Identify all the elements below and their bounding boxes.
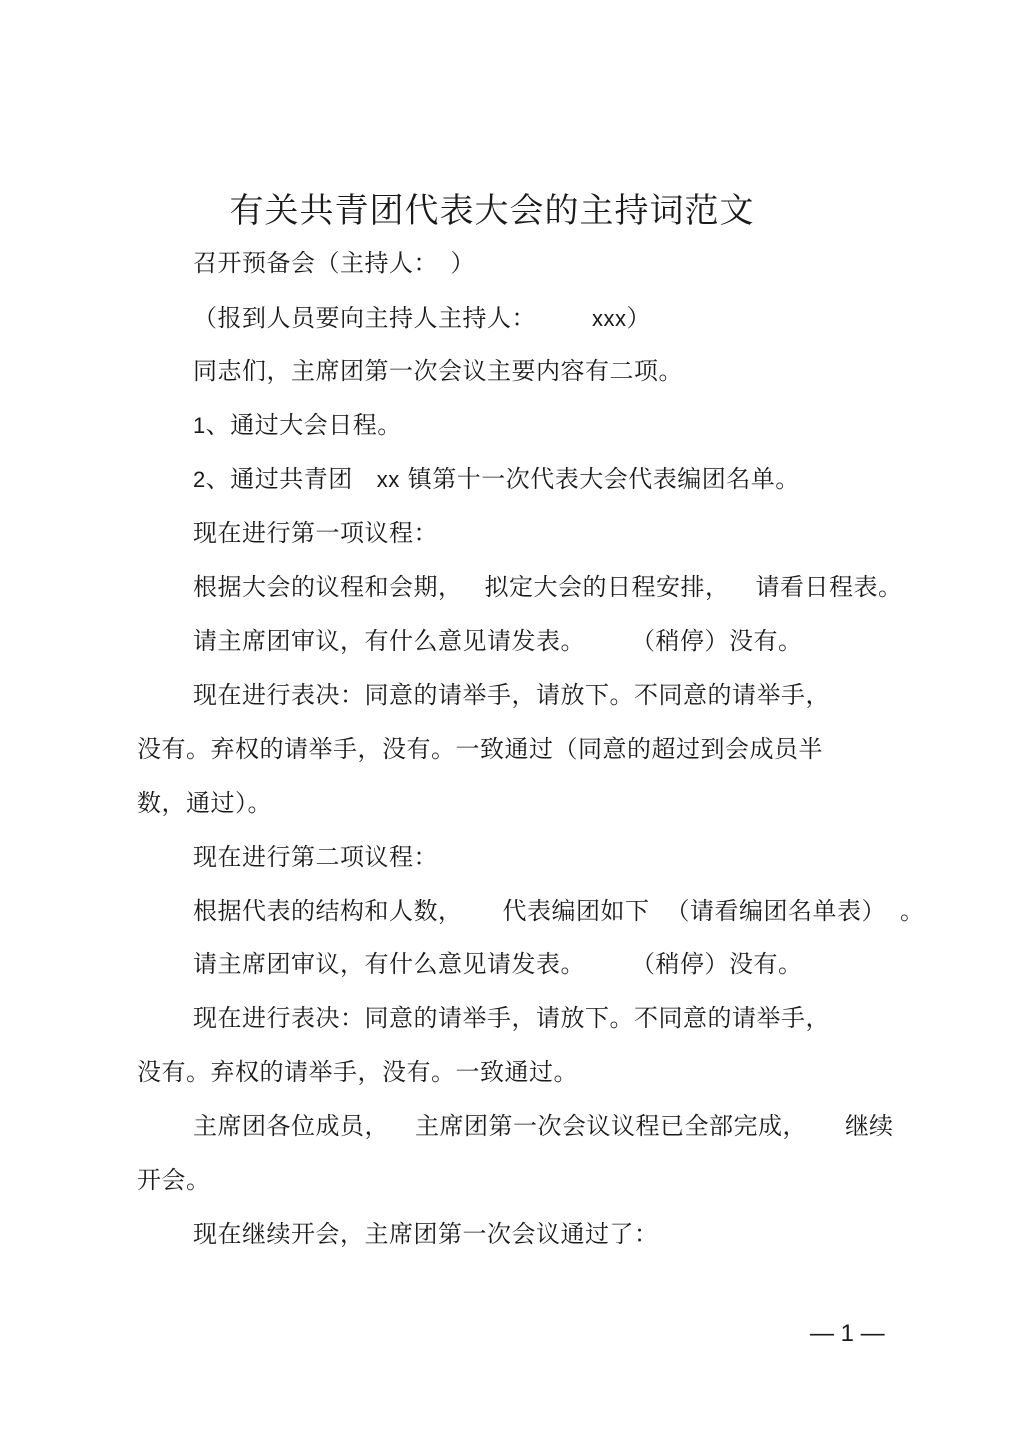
review-2-text: 请主席团审议，有什么意见请发表。 <box>193 950 585 978</box>
grouping-text-a: 根据代表的结构和人数， <box>193 897 463 925</box>
agenda-item-1-number: 1 <box>193 413 206 438</box>
paragraph-registration-note <box>193 300 651 337</box>
schedule-text-c: 请看日程表。 <box>755 573 903 601</box>
paragraph-presidium-continuation: 开会。 <box>137 1166 211 1194</box>
paragraph-review-1 <box>193 623 803 659</box>
agenda-item-2-text-a: 、通过共青团 <box>205 465 353 493</box>
paragraph-vote-1-line-2: 没有。弃权的请举手，没有。一致通过（同意的超过到会成员半 <box>137 735 823 763</box>
agenda-item-1-text: 、通过大会日程。 <box>205 411 402 439</box>
paragraph-vote-1-line-3: 数，通过）。 <box>137 789 272 817</box>
paragraph-preparatory-meeting: 召开预备会（主持人： ） <box>193 249 475 277</box>
paragraph-first-agenda: 现在进行第一项议程： <box>193 519 438 547</box>
agenda-item-2-number: 2 <box>193 467 206 492</box>
town-name-placeholder: xx <box>376 467 400 492</box>
schedule-text-b: 拟定大会的日程安排， <box>484 573 730 601</box>
paragraph-review-2 <box>193 946 803 982</box>
presidium-text-c: 继续 <box>845 1112 893 1140</box>
paragraph-vote-2-line-2: 没有。弃权的请举手，没有。一致通过。 <box>137 1058 578 1086</box>
agenda-item-2-text-b: 镇第十一次代表大会代表编团名单。 <box>407 465 800 493</box>
grouping-text-c: （请看编团名单表） <box>665 897 886 925</box>
paragraph-presidium-members <box>193 1108 807 1144</box>
registration-note-text: （报到人员要向主持人主持人： <box>193 304 536 332</box>
host-name-placeholder: xxx <box>592 306 627 331</box>
paragraph-grouping <box>193 893 925 929</box>
review-1-text: 请主席团审议，有什么意见请发表。 <box>193 627 585 655</box>
paragraph-vote-2-line-1: 现在进行表决：同意的请举手，请放下。不同意的请举手， <box>193 1004 830 1032</box>
page-number: — 1 — <box>810 1320 885 1347</box>
grouping-text-d: 。 <box>900 897 925 925</box>
agenda-item-2 <box>193 461 800 498</box>
document-title: 有关共青团代表大会的主持词范文 <box>229 191 755 231</box>
paragraph-vote-1-line-1: 现在进行表决：同意的请举手，请放下。不同意的请举手， <box>193 681 830 709</box>
presidium-text-b: 主席团第一次会议议程已全部完成， <box>415 1112 807 1140</box>
review-2-pause: （稍停）没有。 <box>631 950 803 978</box>
agenda-item-1 <box>193 407 402 444</box>
schedule-text-a: 根据大会的议程和会期， <box>193 573 463 601</box>
paragraph-meeting-intro: 同志们，主席团第一次会议主要内容有二项。 <box>193 357 683 385</box>
paragraph-second-agenda: 现在进行第二项议程： <box>193 843 438 871</box>
paragraph-schedule <box>193 569 903 605</box>
review-1-pause: （稍停）没有。 <box>631 627 803 655</box>
paragraph-continue-meeting: 现在继续开会，主席团第一次会议通过了： <box>193 1220 659 1248</box>
grouping-text-b: 代表编团如下 <box>502 897 650 925</box>
presidium-text-a: 主席团各位成员， <box>193 1112 389 1140</box>
registration-note-close: ） <box>626 304 651 332</box>
